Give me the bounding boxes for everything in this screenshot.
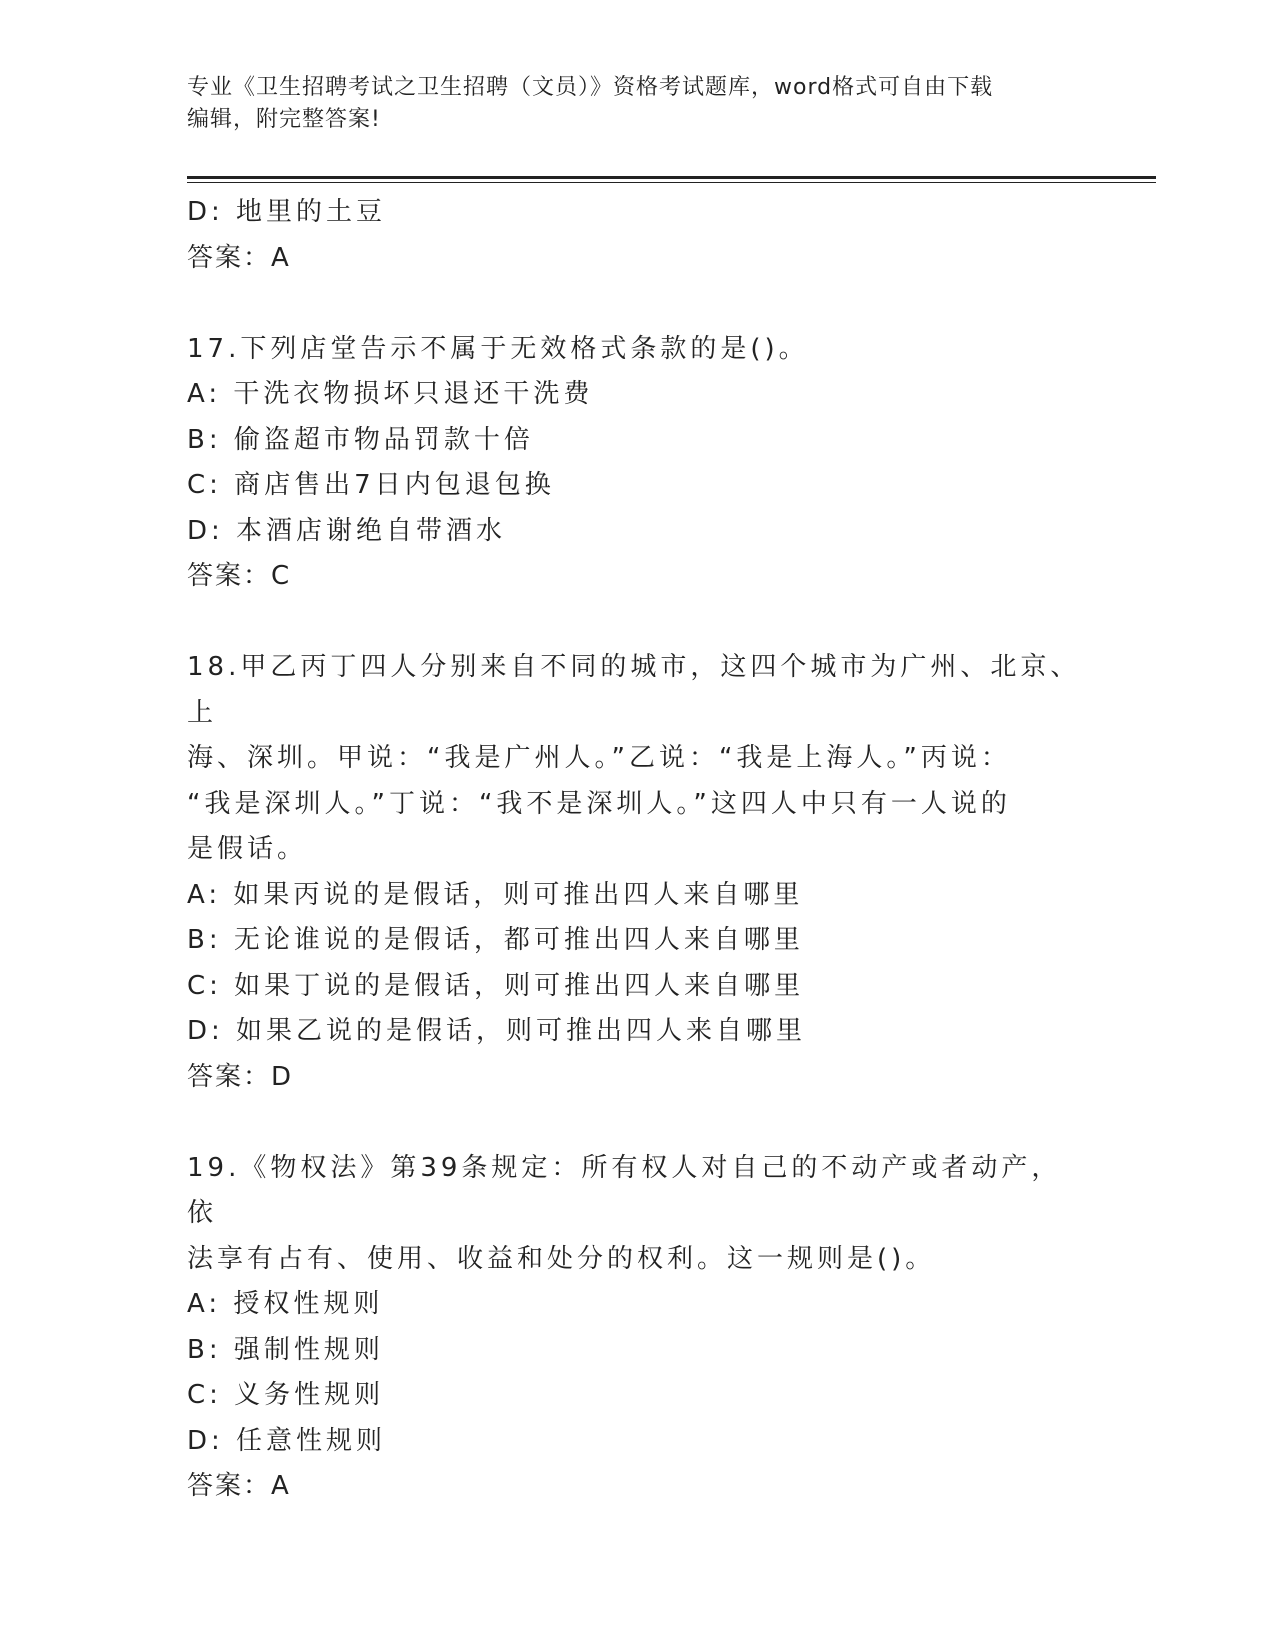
option-a: A: 授权性规则 [187,1289,384,1319]
option-c: C: 如果丁说的是假话，则可推出四人来自哪里 [187,970,805,1001]
previous-question-tail [187,190,1087,281]
question-18 [187,645,1087,1100]
header-divider-thin [187,182,1156,183]
question-stem-line: 法享有占有、使用、收益和处分的权利。这一规则是()。 [187,1243,936,1274]
option-c: C: 义务性规则 [187,1380,385,1410]
question-stem-line: 是假话。 [187,834,308,864]
option-b: B: 偷盗超市物品罚款十倍 [187,424,534,455]
header-line-1: 专业《卫生招聘考试之卫生招聘（文员）》资格考试题库，word格式可自由下载 [187,75,994,100]
question-stem-line: 海、深圳。甲说：“我是广州人。”乙说：“我是上海人。”丙说： [187,743,1011,773]
option-d: D: 任意性规则 [187,1425,387,1456]
option-a: A: 如果丙说的是假话，则可推出四人来自哪里 [187,879,804,910]
question-stem: 17.下列店堂告示不属于无效格式条款的是()。 [187,333,809,364]
spacer [187,281,1087,327]
header-divider-thick [187,176,1156,179]
answer-line: 答案：A [187,1471,291,1501]
option-a: A: 干洗衣物损坏只退还干洗费 [187,379,594,409]
answer-line: 答案：A [187,242,291,273]
question-19 [187,1146,1087,1510]
answer-line: 答案：C [187,561,292,591]
option-b: B: 无论谁说的是假话，都可推出四人来自哪里 [187,925,804,955]
question-stem-line: 18.甲乙丙丁四人分别来自不同的城市，这四个城市为广州、北京、上 [187,652,1081,728]
option-d: D: 本酒店谢绝自带酒水 [187,515,507,546]
header-line-2: 编辑，附完整答案! [187,107,381,132]
question-stem-line: 19.《物权法》第39条规定：所有权人对自己的不动产或者动产，依 [187,1152,1062,1228]
question-stem-line: “我是深圳人。”丁说：“我不是深圳人。”这四人中只有一人说的 [187,788,1011,819]
option-b: B: 强制性规则 [187,1334,384,1365]
spacer [187,600,1087,646]
document-header [187,72,1087,136]
option-d: D: 如果乙说的是假话，则可推出四人来自哪里 [187,1016,807,1046]
question-content [187,190,1087,1510]
question-17 [187,327,1087,600]
answer-line: 答案：D [187,1061,294,1092]
spacer [187,1100,1087,1146]
option-c: C: 商店售出7日内包退包换 [187,470,555,500]
option-d: D: 地里的土豆 [187,197,387,227]
